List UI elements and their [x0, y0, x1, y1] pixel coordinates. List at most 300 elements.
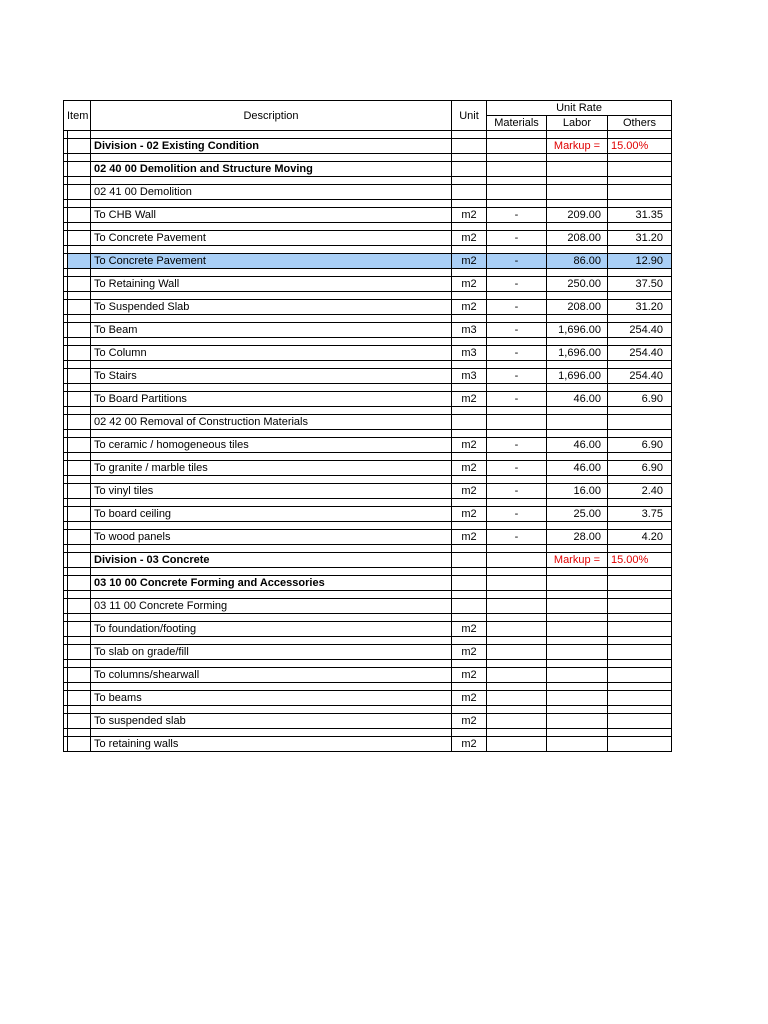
empty-cell[interactable]: [452, 522, 487, 530]
empty-cell[interactable]: [487, 614, 547, 622]
table-row[interactable]: [64, 599, 672, 614]
empty-cell[interactable]: [452, 453, 487, 461]
empty-cell[interactable]: [452, 683, 487, 691]
empty-cell[interactable]: [608, 660, 672, 668]
empty-cell[interactable]: [91, 453, 452, 461]
empty-cell[interactable]: [91, 706, 452, 714]
item-cell[interactable]: [64, 185, 91, 200]
empty-cell[interactable]: [608, 384, 672, 392]
description-cell[interactable]: To ceramic / homogeneous tiles: [91, 438, 452, 453]
table-row[interactable]: [64, 300, 672, 315]
empty-cell[interactable]: [91, 430, 452, 438]
empty-cell[interactable]: [91, 292, 452, 300]
empty-cell[interactable]: [608, 568, 672, 576]
empty-cell[interactable]: [64, 568, 91, 576]
unit-cell[interactable]: m2: [452, 231, 487, 246]
materials-cell[interactable]: -: [487, 231, 547, 246]
description-cell[interactable]: To board ceiling: [91, 507, 452, 522]
empty-cell[interactable]: [487, 568, 547, 576]
empty-cell[interactable]: [64, 660, 91, 668]
item-cell[interactable]: [64, 599, 91, 614]
empty-cell[interactable]: [91, 568, 452, 576]
others-cell[interactable]: [608, 599, 672, 614]
description-cell[interactable]: To beams: [91, 691, 452, 706]
header-description[interactable]: Description: [91, 101, 452, 131]
description-cell[interactable]: To Stairs: [91, 369, 452, 384]
empty-cell[interactable]: [91, 223, 452, 231]
empty-cell[interactable]: [452, 476, 487, 484]
empty-cell[interactable]: [91, 522, 452, 530]
empty-cell[interactable]: [64, 384, 91, 392]
item-cell[interactable]: [64, 208, 91, 223]
materials-cell[interactable]: [487, 737, 547, 752]
empty-cell[interactable]: [547, 200, 608, 208]
empty-cell[interactable]: [452, 660, 487, 668]
empty-cell[interactable]: [91, 476, 452, 484]
table-row[interactable]: [64, 231, 672, 246]
table-row[interactable]: [64, 438, 672, 453]
item-cell[interactable]: [64, 300, 91, 315]
unit-cell[interactable]: m2: [452, 300, 487, 315]
table-row[interactable]: [64, 162, 672, 177]
labor-cell[interactable]: 46.00: [547, 392, 608, 407]
description-cell[interactable]: To Board Partitions: [91, 392, 452, 407]
description-cell[interactable]: To retaining walls: [91, 737, 452, 752]
others-cell[interactable]: [608, 668, 672, 683]
unit-cell[interactable]: m2: [452, 461, 487, 476]
labor-cell[interactable]: [547, 415, 608, 430]
materials-cell[interactable]: -: [487, 369, 547, 384]
unit-cell[interactable]: m2: [452, 737, 487, 752]
empty-cell[interactable]: [487, 131, 547, 139]
empty-cell[interactable]: [64, 545, 91, 553]
empty-cell[interactable]: [547, 729, 608, 737]
labor-cell[interactable]: 208.00: [547, 300, 608, 315]
empty-cell[interactable]: [64, 338, 91, 346]
empty-cell[interactable]: [64, 223, 91, 231]
empty-cell[interactable]: [487, 591, 547, 599]
materials-cell[interactable]: -: [487, 530, 547, 545]
description-cell[interactable]: 02 42 00 Removal of Construction Materials: [91, 415, 452, 430]
empty-cell[interactable]: [608, 131, 672, 139]
empty-cell[interactable]: [608, 522, 672, 530]
empty-cell[interactable]: [64, 315, 91, 323]
others-cell[interactable]: [608, 622, 672, 637]
labor-cell[interactable]: [547, 737, 608, 752]
others-cell[interactable]: [608, 737, 672, 752]
others-cell[interactable]: 6.90: [608, 438, 672, 453]
labor-cell[interactable]: 28.00: [547, 530, 608, 545]
table-row[interactable]: [64, 576, 672, 591]
empty-cell[interactable]: [547, 223, 608, 231]
empty-cell[interactable]: [64, 154, 91, 162]
empty-cell[interactable]: [547, 177, 608, 185]
empty-cell[interactable]: [547, 683, 608, 691]
labor-cell[interactable]: 1,696.00: [547, 369, 608, 384]
empty-cell[interactable]: [608, 545, 672, 553]
empty-cell[interactable]: [91, 499, 452, 507]
empty-cell[interactable]: [547, 706, 608, 714]
description-cell[interactable]: To Beam: [91, 323, 452, 338]
description-cell[interactable]: Division - 03 Concrete: [91, 553, 452, 568]
empty-cell[interactable]: [452, 131, 487, 139]
table-row[interactable]: [64, 714, 672, 729]
empty-cell[interactable]: [608, 177, 672, 185]
item-cell[interactable]: [64, 714, 91, 729]
empty-cell[interactable]: [452, 177, 487, 185]
empty-cell[interactable]: [91, 545, 452, 553]
item-cell[interactable]: [64, 323, 91, 338]
description-cell[interactable]: To columns/shearwall: [91, 668, 452, 683]
empty-cell[interactable]: [608, 338, 672, 346]
empty-cell[interactable]: [452, 545, 487, 553]
table-row[interactable]: [64, 139, 672, 154]
materials-cell[interactable]: [487, 622, 547, 637]
empty-cell[interactable]: [547, 315, 608, 323]
empty-cell[interactable]: [452, 200, 487, 208]
table-row[interactable]: [64, 622, 672, 637]
header-others[interactable]: Others: [608, 116, 672, 131]
empty-cell[interactable]: [91, 154, 452, 162]
empty-cell[interactable]: [547, 131, 608, 139]
empty-cell[interactable]: [91, 177, 452, 185]
empty-cell[interactable]: [487, 706, 547, 714]
description-cell[interactable]: To slab on grade/fill: [91, 645, 452, 660]
empty-cell[interactable]: [608, 729, 672, 737]
empty-cell[interactable]: [64, 729, 91, 737]
item-cell[interactable]: [64, 438, 91, 453]
empty-cell[interactable]: [452, 269, 487, 277]
empty-cell[interactable]: [91, 246, 452, 254]
description-cell[interactable]: 02 40 00 Demolition and Structure Moving: [91, 162, 452, 177]
unit-cell[interactable]: m2: [452, 530, 487, 545]
item-cell[interactable]: [64, 461, 91, 476]
empty-cell[interactable]: [608, 246, 672, 254]
item-cell[interactable]: [64, 392, 91, 407]
empty-cell[interactable]: [64, 614, 91, 622]
empty-cell[interactable]: [64, 269, 91, 277]
header-item[interactable]: Item: [64, 101, 91, 131]
unit-cell[interactable]: [452, 162, 487, 177]
labor-cell[interactable]: 46.00: [547, 438, 608, 453]
empty-cell[interactable]: [91, 591, 452, 599]
empty-cell[interactable]: [608, 292, 672, 300]
description-cell[interactable]: To Concrete Pavement: [91, 231, 452, 246]
empty-cell[interactable]: [64, 499, 91, 507]
item-cell[interactable]: [64, 484, 91, 499]
empty-cell[interactable]: [608, 361, 672, 369]
empty-cell[interactable]: [547, 660, 608, 668]
empty-cell[interactable]: [608, 430, 672, 438]
empty-cell[interactable]: [64, 522, 91, 530]
empty-cell[interactable]: [487, 315, 547, 323]
header-materials[interactable]: Materials: [487, 116, 547, 131]
description-cell[interactable]: To suspended slab: [91, 714, 452, 729]
empty-cell[interactable]: [64, 200, 91, 208]
empty-cell[interactable]: [64, 430, 91, 438]
empty-cell[interactable]: [547, 338, 608, 346]
empty-cell[interactable]: [64, 177, 91, 185]
others-cell[interactable]: [608, 691, 672, 706]
empty-cell[interactable]: [91, 200, 452, 208]
empty-cell[interactable]: [608, 591, 672, 599]
empty-cell[interactable]: [91, 338, 452, 346]
others-cell[interactable]: [608, 576, 672, 591]
empty-cell[interactable]: [91, 269, 452, 277]
unit-cell[interactable]: [452, 599, 487, 614]
others-cell[interactable]: 31.35: [608, 208, 672, 223]
empty-cell[interactable]: [487, 269, 547, 277]
item-cell[interactable]: [64, 737, 91, 752]
table-row[interactable]: [64, 185, 672, 200]
others-cell[interactable]: 254.40: [608, 346, 672, 361]
table-row[interactable]: [64, 208, 672, 223]
empty-cell[interactable]: [487, 200, 547, 208]
others-cell[interactable]: [608, 185, 672, 200]
empty-cell[interactable]: [487, 430, 547, 438]
empty-cell[interactable]: [487, 660, 547, 668]
labor-cell[interactable]: [547, 185, 608, 200]
materials-cell[interactable]: -: [487, 300, 547, 315]
materials-cell[interactable]: [487, 714, 547, 729]
others-cell[interactable]: [608, 415, 672, 430]
empty-cell[interactable]: [452, 706, 487, 714]
table-row[interactable]: [64, 277, 672, 292]
materials-cell[interactable]: [487, 645, 547, 660]
empty-cell[interactable]: [608, 154, 672, 162]
unit-cell[interactable]: m2: [452, 622, 487, 637]
item-cell[interactable]: [64, 139, 91, 154]
others-cell[interactable]: 15.00%: [608, 139, 672, 154]
others-cell[interactable]: 15.00%: [608, 553, 672, 568]
unit-cell[interactable]: m2: [452, 277, 487, 292]
others-cell[interactable]: 31.20: [608, 231, 672, 246]
materials-cell[interactable]: -: [487, 208, 547, 223]
materials-cell[interactable]: [487, 162, 547, 177]
empty-cell[interactable]: [452, 614, 487, 622]
header-unit-rate[interactable]: Unit Rate: [487, 101, 672, 116]
empty-cell[interactable]: [608, 706, 672, 714]
empty-cell[interactable]: [452, 499, 487, 507]
unit-cell[interactable]: m2: [452, 484, 487, 499]
empty-cell[interactable]: [547, 614, 608, 622]
empty-cell[interactable]: [608, 683, 672, 691]
empty-cell[interactable]: [547, 269, 608, 277]
others-cell[interactable]: [608, 645, 672, 660]
empty-cell[interactable]: [64, 476, 91, 484]
labor-cell[interactable]: 250.00: [547, 277, 608, 292]
unit-cell[interactable]: m2: [452, 507, 487, 522]
item-cell[interactable]: [64, 691, 91, 706]
empty-cell[interactable]: [547, 430, 608, 438]
description-cell[interactable]: To foundation/footing: [91, 622, 452, 637]
empty-cell[interactable]: [547, 591, 608, 599]
empty-cell[interactable]: [608, 200, 672, 208]
empty-cell[interactable]: [608, 499, 672, 507]
empty-cell[interactable]: [608, 223, 672, 231]
description-cell[interactable]: To CHB Wall: [91, 208, 452, 223]
empty-cell[interactable]: [608, 476, 672, 484]
description-cell[interactable]: To wood panels: [91, 530, 452, 545]
empty-cell[interactable]: [487, 407, 547, 415]
empty-cell[interactable]: [91, 614, 452, 622]
others-cell[interactable]: 6.90: [608, 392, 672, 407]
unit-cell[interactable]: m2: [452, 691, 487, 706]
empty-cell[interactable]: [452, 246, 487, 254]
empty-cell[interactable]: [547, 292, 608, 300]
empty-cell[interactable]: [487, 522, 547, 530]
empty-cell[interactable]: [487, 637, 547, 645]
labor-cell[interactable]: [547, 162, 608, 177]
item-cell[interactable]: [64, 254, 91, 269]
labor-cell[interactable]: [547, 714, 608, 729]
empty-cell[interactable]: [452, 568, 487, 576]
materials-cell[interactable]: [487, 185, 547, 200]
materials-cell[interactable]: -: [487, 277, 547, 292]
others-cell[interactable]: 254.40: [608, 323, 672, 338]
empty-cell[interactable]: [487, 292, 547, 300]
empty-cell[interactable]: [547, 453, 608, 461]
empty-cell[interactable]: [487, 223, 547, 231]
empty-cell[interactable]: [547, 476, 608, 484]
labor-cell[interactable]: [547, 645, 608, 660]
labor-cell[interactable]: 86.00: [547, 254, 608, 269]
unit-cell[interactable]: m2: [452, 254, 487, 269]
others-cell[interactable]: 37.50: [608, 277, 672, 292]
empty-cell[interactable]: [452, 361, 487, 369]
item-cell[interactable]: [64, 415, 91, 430]
description-cell[interactable]: 03 11 00 Concrete Forming: [91, 599, 452, 614]
table-row[interactable]: [64, 323, 672, 338]
description-cell[interactable]: To vinyl tiles: [91, 484, 452, 499]
labor-cell[interactable]: 1,696.00: [547, 346, 608, 361]
empty-cell[interactable]: [91, 384, 452, 392]
empty-cell[interactable]: [487, 154, 547, 162]
empty-cell[interactable]: [547, 407, 608, 415]
others-cell[interactable]: 4.20: [608, 530, 672, 545]
others-cell[interactable]: 254.40: [608, 369, 672, 384]
item-cell[interactable]: [64, 622, 91, 637]
empty-cell[interactable]: [547, 568, 608, 576]
table-row[interactable]: [64, 737, 672, 752]
empty-cell[interactable]: [64, 637, 91, 645]
materials-cell[interactable]: -: [487, 507, 547, 522]
empty-cell[interactable]: [452, 154, 487, 162]
empty-cell[interactable]: [91, 729, 452, 737]
empty-cell[interactable]: [452, 430, 487, 438]
labor-cell[interactable]: [547, 691, 608, 706]
materials-cell[interactable]: -: [487, 346, 547, 361]
description-cell[interactable]: To Column: [91, 346, 452, 361]
table-row[interactable]: [64, 691, 672, 706]
empty-cell[interactable]: [487, 729, 547, 737]
materials-cell[interactable]: [487, 576, 547, 591]
others-cell[interactable]: 31.20: [608, 300, 672, 315]
item-cell[interactable]: [64, 231, 91, 246]
table-row[interactable]: [64, 346, 672, 361]
materials-cell[interactable]: -: [487, 392, 547, 407]
item-cell[interactable]: [64, 576, 91, 591]
others-cell[interactable]: [608, 714, 672, 729]
empty-cell[interactable]: [91, 637, 452, 645]
unit-cell[interactable]: m2: [452, 208, 487, 223]
unit-cell[interactable]: [452, 415, 487, 430]
item-cell[interactable]: [64, 507, 91, 522]
empty-cell[interactable]: [487, 453, 547, 461]
description-cell[interactable]: To Retaining Wall: [91, 277, 452, 292]
unit-cell[interactable]: [452, 553, 487, 568]
unit-cell[interactable]: m3: [452, 369, 487, 384]
empty-cell[interactable]: [547, 246, 608, 254]
unit-cell[interactable]: m2: [452, 438, 487, 453]
empty-cell[interactable]: [64, 453, 91, 461]
empty-cell[interactable]: [91, 683, 452, 691]
empty-cell[interactable]: [452, 384, 487, 392]
unit-cell[interactable]: m2: [452, 668, 487, 683]
description-cell[interactable]: 03 10 00 Concrete Forming and Accessories: [91, 576, 452, 591]
table-row[interactable]: [64, 553, 672, 568]
unit-cell[interactable]: m2: [452, 714, 487, 729]
description-cell[interactable]: To Suspended Slab: [91, 300, 452, 315]
table-row[interactable]: [64, 484, 672, 499]
empty-cell[interactable]: [91, 407, 452, 415]
empty-cell[interactable]: [64, 591, 91, 599]
empty-cell[interactable]: [487, 476, 547, 484]
empty-cell[interactable]: [64, 246, 91, 254]
empty-cell[interactable]: [487, 683, 547, 691]
others-cell[interactable]: 3.75: [608, 507, 672, 522]
empty-cell[interactable]: [64, 706, 91, 714]
materials-cell[interactable]: [487, 691, 547, 706]
empty-cell[interactable]: [487, 545, 547, 553]
others-cell[interactable]: 12.90: [608, 254, 672, 269]
labor-cell[interactable]: 16.00: [547, 484, 608, 499]
labor-cell[interactable]: Markup =: [547, 139, 608, 154]
empty-cell[interactable]: [91, 131, 452, 139]
empty-cell[interactable]: [64, 292, 91, 300]
others-cell[interactable]: 6.90: [608, 461, 672, 476]
description-cell[interactable]: 02 41 00 Demolition: [91, 185, 452, 200]
empty-cell[interactable]: [487, 246, 547, 254]
empty-cell[interactable]: [547, 154, 608, 162]
item-cell[interactable]: [64, 369, 91, 384]
table-row[interactable]: [64, 668, 672, 683]
materials-cell[interactable]: [487, 599, 547, 614]
empty-cell[interactable]: [487, 384, 547, 392]
item-cell[interactable]: [64, 530, 91, 545]
materials-cell[interactable]: [487, 139, 547, 154]
unit-cell[interactable]: [452, 139, 487, 154]
empty-cell[interactable]: [547, 499, 608, 507]
header-labor[interactable]: Labor: [547, 116, 608, 131]
materials-cell[interactable]: -: [487, 323, 547, 338]
item-cell[interactable]: [64, 645, 91, 660]
labor-cell[interactable]: 1,696.00: [547, 323, 608, 338]
unit-cell[interactable]: [452, 576, 487, 591]
empty-cell[interactable]: [608, 637, 672, 645]
others-cell[interactable]: 2.40: [608, 484, 672, 499]
empty-cell[interactable]: [608, 269, 672, 277]
header-unit[interactable]: Unit: [452, 101, 487, 131]
others-cell[interactable]: [608, 162, 672, 177]
materials-cell[interactable]: [487, 553, 547, 568]
item-cell[interactable]: [64, 553, 91, 568]
empty-cell[interactable]: [547, 522, 608, 530]
unit-cell[interactable]: m3: [452, 346, 487, 361]
labor-cell[interactable]: 25.00: [547, 507, 608, 522]
table-row[interactable]: [64, 507, 672, 522]
empty-cell[interactable]: [452, 591, 487, 599]
